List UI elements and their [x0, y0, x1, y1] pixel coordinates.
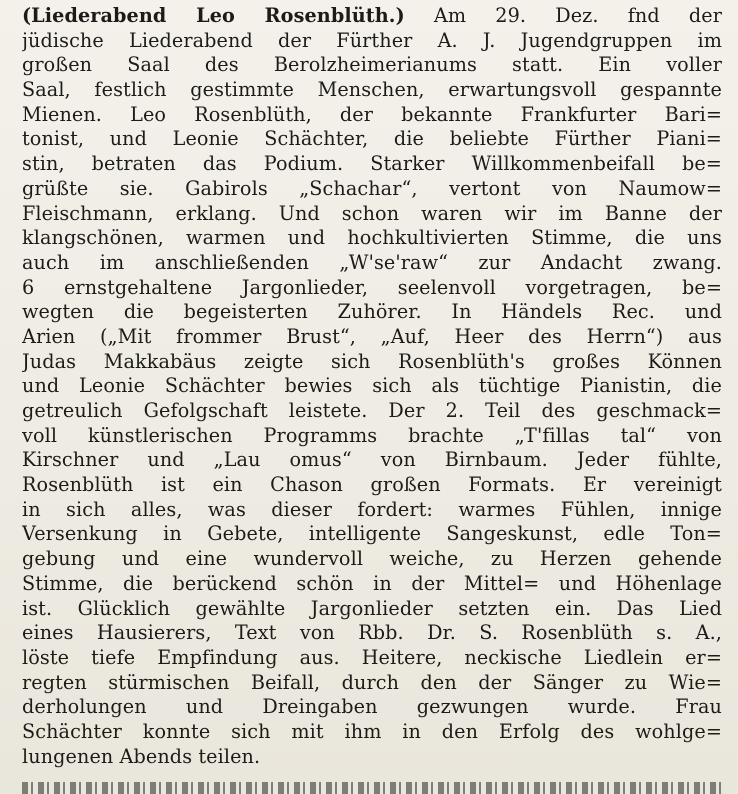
article-line: getreulich Gefolgschaft leistete. Der 2. Teil des geschmack=: [22, 399, 722, 422]
article-line: auch im anschließenden „W'se'raw“ zur Andacht zwang.: [22, 250, 722, 274]
article-column: [22, 4, 722, 769]
article-line: Rosenblüth ist ein Chason großen Formats. Er vereinigt: [22, 473, 722, 497]
article-line: Stimme, die berückend schön in der Mittel= und Höhenlage: [22, 571, 722, 595]
article-line: Fleischmann, erklang. Und schon waren wir im Banne der: [22, 201, 722, 225]
cut-off-next-line: [22, 780, 722, 794]
article-line: Arien („Mit frommer Brust“, „Auf, Heer des Herrn“) aus: [22, 324, 722, 348]
article-line: löste tiefe Empfindung aus. Heitere, neckische Liedlein er=: [22, 645, 722, 669]
article-line: jüdische Liederabend der Fürther A. J. Jugendgruppen im: [22, 28, 722, 52]
article-line: regten stürmischen Beifall, durch den der Sänger zu Wie=: [22, 670, 722, 694]
article-line: Judas Makkabäus zeigte sich Rosenblüth's großes Können: [22, 349, 722, 373]
article-line: Versenkung in Gebete, intelligente Sangeskunst, edle Ton=: [22, 522, 722, 546]
article-line: stin, betraten das Podium. Starker Willkommenbeifall be=: [22, 152, 722, 176]
article-line-final: lungenen Abends teilen.: [22, 744, 261, 768]
article-line: Mienen. Leo Rosenblüth, der bekannte Frankfurter Bari=: [22, 102, 722, 126]
article-line: Schächter konnte sich mit ihm in den Erfolg des wohlge=: [22, 719, 722, 743]
article-line: derholungen und Dreingaben gezwungen wurde. Frau: [22, 695, 722, 719]
article-line: wegten die begeisterten Zuhörer. In Händels Rec. und: [22, 300, 722, 324]
article-line: und Leonie Schächter bewies sich als tüchtige Pianistin, die: [22, 374, 722, 398]
article-line-1-text: Am 29. Dez. fnd der: [433, 4, 722, 27]
article-line: tonist, und Leonie Schächter, die beliebte Fürther Piani=: [22, 127, 722, 151]
article-line: 6 ernstgehaltene Jargonlieder, seelenvoll vorgetragen, be=: [22, 275, 722, 299]
article-heading: (Liederabend Leo Rosenblüth.): [22, 4, 405, 27]
article-line: ist. Glücklich gewählte Jargonlieder setzten ein. Das Lied: [22, 596, 722, 620]
article-line: klangschönen, warmen und hochkultivierten Stimme, die uns: [22, 226, 722, 250]
article-line-1: [22, 4, 722, 29]
article-line: in sich alles, was dieser fordert: warmes Fühlen, innige: [22, 497, 722, 521]
article-line: eines Hausierers, Text von Rbb. Dr. S. Rosenblüth s. A.,: [22, 621, 722, 645]
article-line: Saal, festlich gestimmte Menschen, erwartungsvoll gespannte: [22, 78, 722, 102]
cut-off-text-fragment: [22, 782, 722, 794]
article-line: gebung und eine wundervoll weiche, zu Herzen gehende: [22, 547, 722, 571]
article-line: großen Saal des Berolzheimerianums statt. Ein voller: [22, 53, 722, 77]
article-line: voll künstlerischen Programms brachte „T'fillas tal“ von: [22, 423, 722, 447]
article-line: Kirschner und „Lau omus“ von Birnbaum. Jeder fühlte,: [22, 448, 722, 472]
article-line: grüßte sie. Gabirols „Schachar“, vertont von Naumow=: [22, 176, 722, 200]
